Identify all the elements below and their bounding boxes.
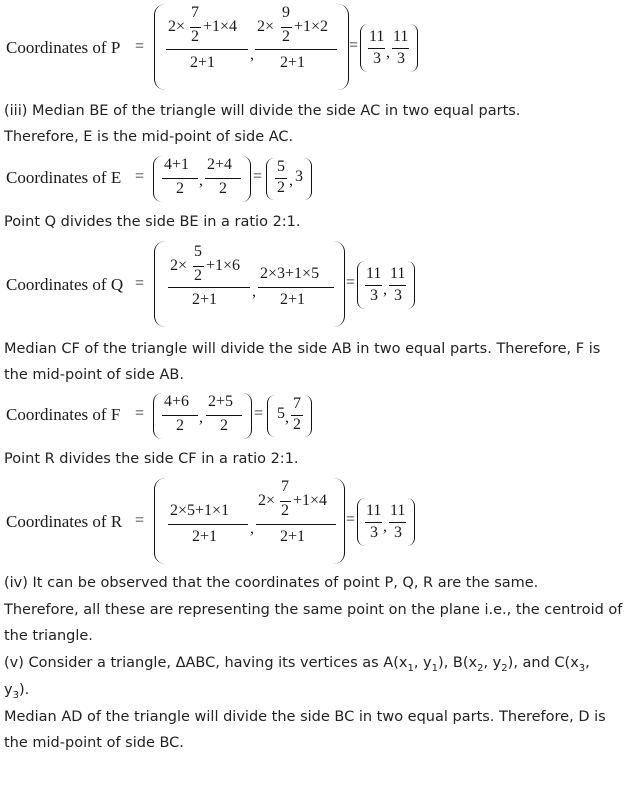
inner-fraction-num: 5 [194, 243, 202, 260]
text-line: Median CF of the triangle will divide the side AB in two equal parts. Therefore, F is [4, 341, 601, 357]
equation-coordinates-q [4, 241, 634, 331]
equation-coordinates-e [4, 156, 634, 204]
text-fragment: ), and C(x [507, 655, 579, 671]
result-y-den: 3 [397, 50, 405, 67]
denominator-1: 2+1 [190, 54, 216, 71]
text-fragment: , y [483, 655, 502, 671]
fraction-bar-2 [256, 524, 336, 525]
inner-fraction-num: 7 [191, 4, 199, 21]
result-x-num: 11 [369, 28, 385, 45]
fraction-2-den: 2 [219, 180, 227, 197]
text-fragment: (v) Consider a triangle, ΔABC, having its vertices as A(x [4, 655, 408, 671]
text-line: Point R divides the side CF in a ratio 2:1. [4, 451, 299, 467]
equation-coordinates-p [4, 4, 634, 94]
result-right-paren [304, 158, 312, 200]
result-right-paren [410, 24, 418, 72]
right-paren [334, 478, 345, 564]
equals-sign: = [135, 512, 145, 529]
result-right-paren [304, 395, 312, 437]
inner-fraction-num: 9 [282, 4, 290, 21]
fraction-bar-2 [258, 287, 334, 288]
result-x-den: 3 [370, 524, 378, 541]
inner-fraction-den: 2 [282, 28, 290, 45]
result-x-num: 5 [277, 158, 285, 175]
text-line: Point Q divides the side BE in a ratio 2:1. [4, 214, 301, 230]
fraction-1-num: 4+1 [164, 156, 190, 173]
result-y-den: 3 [394, 287, 402, 304]
numerator-1-tail: +1×4 [203, 18, 238, 35]
result-x-den: 3 [373, 50, 381, 67]
equals-sign: = [135, 168, 145, 185]
result-comma: , [383, 281, 387, 298]
comma: , [250, 520, 254, 537]
equals-sign: = [135, 38, 145, 55]
result-x: 5 [277, 405, 285, 422]
inner-fraction-den: 2 [191, 28, 199, 45]
result-comma: , [289, 172, 293, 189]
denominator-2: 2+1 [280, 528, 306, 545]
equation-label: Coordinates of E [6, 168, 122, 187]
subscript: 1 [431, 662, 439, 674]
result-x-bar [365, 285, 382, 286]
comma: , [252, 283, 256, 300]
equals-sign: = [135, 405, 145, 422]
subscript: 1 [407, 662, 414, 674]
denominator-1: 2+1 [192, 291, 218, 308]
result-x-den: 3 [370, 287, 378, 304]
inner-fraction-num: 7 [281, 478, 289, 495]
subscript: 2 [501, 662, 508, 674]
result-y-den: 3 [394, 524, 402, 541]
right-paren [242, 156, 251, 202]
numerator-2-tail: +1×4 [293, 492, 328, 509]
right-paren [338, 4, 349, 90]
fraction-1-den: 2 [176, 180, 184, 197]
text-fragment: , [585, 655, 590, 671]
result-comma: , [285, 409, 289, 426]
equation-label: Coordinates of Q [6, 275, 124, 294]
text-line [4, 654, 590, 678]
result-equals: = [254, 405, 264, 422]
result-x-num: 11 [366, 265, 382, 282]
fraction-bar-2 [255, 49, 337, 50]
numerator-2: 2× [257, 18, 275, 35]
result-x-bar [368, 48, 385, 49]
denominator-2: 2+1 [280, 54, 306, 71]
result-y-num: 11 [390, 265, 406, 282]
text-line: the triangle. [4, 628, 93, 644]
fraction-1-den: 2 [176, 417, 184, 434]
fraction-1-bar [162, 415, 198, 416]
comma: , [250, 46, 254, 63]
denominator-2: 2+1 [280, 291, 306, 308]
right-paren [243, 393, 252, 439]
fraction-2-num: 2+4 [207, 156, 233, 173]
result-x-bar [365, 522, 382, 523]
denominator-1: 2+1 [192, 528, 218, 545]
fraction-bar-1 [168, 287, 250, 288]
inner-fraction-den: 2 [281, 502, 289, 519]
numerator-2-tail: +1×2 [294, 18, 329, 35]
fraction-bar-1 [166, 49, 248, 50]
text-fragment: , y [413, 655, 432, 671]
result-y-num: 11 [390, 502, 406, 519]
text-line: the mid-point of side AB. [4, 367, 184, 383]
result-comma: , [386, 44, 390, 61]
text-fragment: y [4, 682, 13, 698]
left-paren [154, 4, 165, 90]
result-left-paren [357, 498, 365, 546]
result-right-paren [407, 261, 415, 309]
equals-sign: = [135, 275, 145, 292]
equation-coordinates-f [4, 393, 634, 441]
result-y-num: 11 [393, 28, 409, 45]
fraction-1-num: 4+6 [164, 393, 190, 410]
numerator-1-tail: +1×6 [206, 257, 241, 274]
result-equals: = [346, 274, 356, 291]
left-paren [153, 393, 162, 439]
text-line: (iii) Median BE of the triangle will divide the side AC in two equal parts. [4, 103, 521, 119]
text-line: Therefore, E is the mid-point of side AC. [4, 129, 294, 145]
fraction-2-den: 2 [220, 417, 228, 434]
fraction-2-bar [205, 178, 241, 179]
text-line: Therefore, all these are representing the same point on the plane i.e., the centroid of [4, 602, 623, 618]
numerator-1: 2× [168, 18, 186, 35]
fraction-2-num: 2+5 [208, 393, 234, 410]
numerator-1: 2× [170, 257, 188, 274]
result-y-bar [389, 522, 406, 523]
result-left-paren [267, 395, 275, 437]
text-line: the mid-point of side BC. [4, 735, 184, 751]
left-paren [154, 478, 165, 564]
numerator-1: 2×5+1×1 [170, 502, 230, 519]
result-left-paren [360, 24, 368, 72]
text-fragment: ), B(x [438, 655, 478, 671]
text-line: Median AD of the triangle will divide the side BC in two equal parts. Therefore, D is [4, 709, 606, 725]
equation-label: Coordinates of P [6, 38, 121, 57]
result-x-num: 11 [366, 502, 382, 519]
result-equals: = [346, 511, 356, 528]
fraction-1-bar [162, 178, 198, 179]
fraction-bar-1 [168, 524, 248, 525]
comma: , [199, 409, 203, 426]
left-paren [153, 156, 162, 202]
equation-coordinates-r [4, 478, 634, 568]
result-y-num: 7 [293, 395, 301, 412]
result-right-paren [407, 498, 415, 546]
text-fragment: ). [18, 682, 30, 698]
result-equals: = [253, 168, 263, 185]
result-y-bar [389, 285, 406, 286]
left-paren [154, 241, 165, 327]
numerator-2: 2× [258, 492, 276, 509]
result-comma: , [383, 518, 387, 535]
right-paren [334, 241, 345, 327]
equation-label: Coordinates of F [6, 405, 121, 424]
subscript: 3 [578, 662, 586, 674]
subscript: 3 [12, 689, 19, 701]
result-y-bar [392, 48, 409, 49]
result-left-paren [266, 158, 274, 200]
inner-fraction-den: 2 [194, 267, 202, 284]
result-y: 3 [295, 168, 303, 185]
text-line [4, 681, 29, 705]
equation-label: Coordinates of R [6, 512, 123, 531]
fraction-2-bar [206, 415, 242, 416]
result-equals: = [349, 37, 359, 54]
numerator-2: 2×3+1×5 [260, 265, 320, 282]
subscript: 2 [477, 662, 484, 674]
text-line: (iv) It can be observed that the coordinates of point P, Q, R are the same. [4, 575, 539, 591]
result-left-paren [357, 261, 365, 309]
comma: , [199, 172, 203, 189]
result-y-den: 2 [293, 416, 301, 433]
result-x-den: 2 [277, 179, 285, 196]
